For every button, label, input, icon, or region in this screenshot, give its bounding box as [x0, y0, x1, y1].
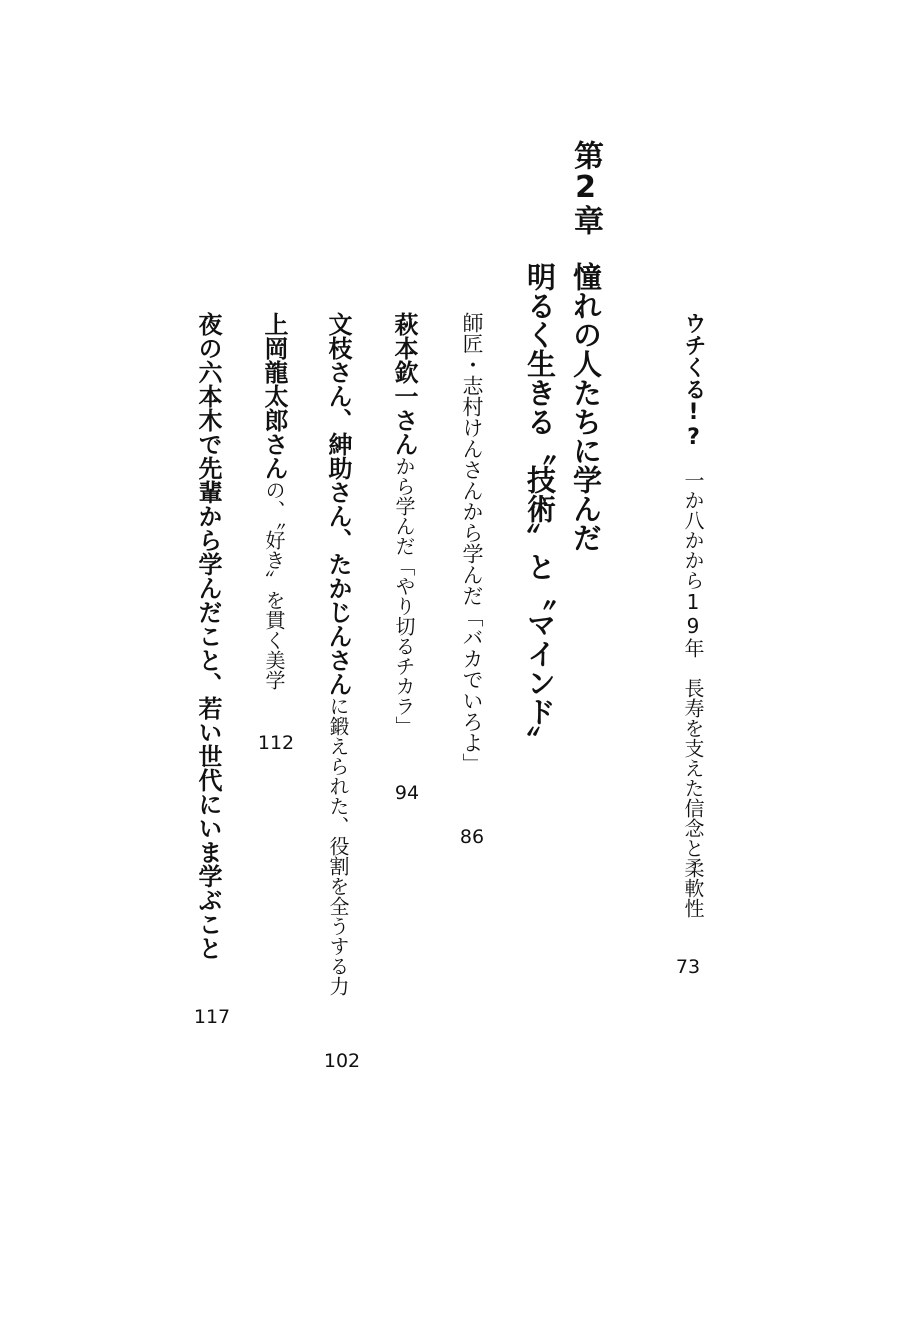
toc-entry-title-bold: 上岡龍太郎さん [260, 312, 288, 480]
toc-entry-title-bold: ウチくる!? [681, 312, 706, 450]
toc-page-number: 86 [459, 826, 485, 848]
toc-page-number: 73 [675, 956, 701, 978]
toc-page-number: 102 [323, 1050, 361, 1072]
toc-entry-title-bold: 萩本欽一さん [390, 312, 418, 456]
toc-entry-title: の、〝好き〟を貫く美学 [262, 480, 286, 690]
chapter-title-line-2: 明るく生きる〝技術〟と〝マインド〟 [523, 262, 557, 755]
toc-entry-title-bold: 文枝さん、紳助さん、たかじんさん [324, 312, 352, 696]
toc-entry-shimura[interactable] [461, 312, 482, 774]
toc-page-number: 112 [257, 732, 295, 754]
toc-page-number: 117 [193, 1006, 231, 1028]
chapter-number: 第2章 [568, 140, 603, 235]
toc-entry-bunshi[interactable] [326, 312, 350, 996]
toc-entry-title: 師匠・志村けんさんから学んだ「バカでいろよ」 [460, 312, 484, 774]
toc-entry-roppongi[interactable] [196, 312, 220, 960]
toc-entry-title: 一か八かから19年 長寿を支えた信念と柔軟性 [681, 470, 705, 918]
toc-entry-title-bold: 夜の六本木で先輩から学んだこと、若い世代にいま学ぶこと [194, 312, 222, 960]
toc-entry-hagimoto[interactable] [392, 312, 416, 736]
toc-page-number: 94 [394, 782, 420, 804]
toc-entry-uchikuru[interactable] [682, 312, 704, 918]
chapter-title-line-1: 憧れの人たちに学んだ [569, 262, 603, 552]
toc-entry-title: に鍛えられた、役割を全うする力 [326, 696, 350, 996]
toc-entry-kamioka[interactable] [262, 312, 286, 690]
toc-entry-title: から学んだ「やり切るチカラ」 [392, 456, 416, 736]
